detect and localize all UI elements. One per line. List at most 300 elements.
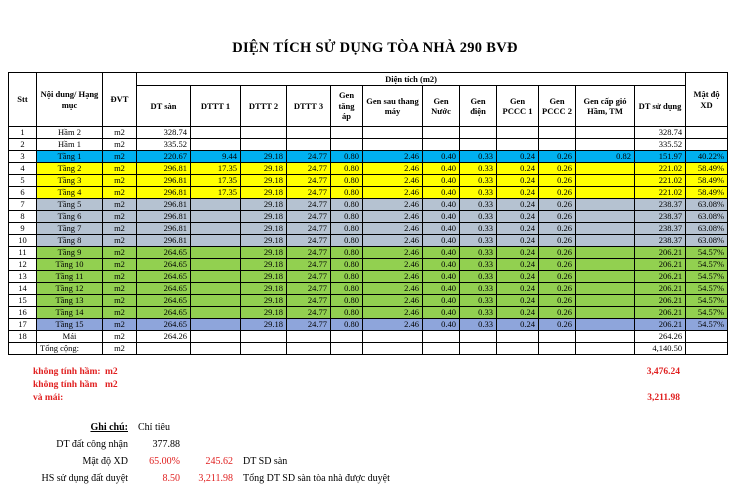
footer-label: HS sử dụng đất duyệt xyxy=(41,473,128,484)
cell-value-2: 29.18 xyxy=(241,235,287,247)
column-header-sub-7: Gen điện xyxy=(460,86,497,127)
cell-value-11: 238.37 xyxy=(635,223,686,235)
note-row-khong-tinh-ham-va-mai xyxy=(0,379,750,405)
cell-value-5: 2.46 xyxy=(363,259,423,271)
cell-value-9 xyxy=(539,139,576,151)
cell-value-10 xyxy=(576,343,635,355)
cell-name: Tầng 10 xyxy=(37,259,103,271)
note-value: 3,211.98 xyxy=(647,393,680,403)
table-row xyxy=(9,295,728,307)
cell-name: Hầm 1 xyxy=(37,139,103,151)
cell-value-1 xyxy=(191,283,241,295)
table-row xyxy=(9,211,728,223)
cell-value-11: 206.21 xyxy=(635,295,686,307)
cell-value-11: 264.26 xyxy=(635,331,686,343)
footer-line-mat-do xyxy=(0,453,750,470)
cell-value-1 xyxy=(191,307,241,319)
cell-value-7: 0.33 xyxy=(460,259,497,271)
cell-value-6: 0.40 xyxy=(423,271,460,283)
cell-stt: 13 xyxy=(9,271,37,283)
cell-value-7: 0.33 xyxy=(460,235,497,247)
note-unit: m2 xyxy=(105,367,118,377)
table-row xyxy=(9,271,728,283)
header-row-group xyxy=(9,73,728,86)
cell-value-0: 264.65 xyxy=(137,307,191,319)
cell-value-1: 17.35 xyxy=(191,187,241,199)
cell-value-0 xyxy=(137,343,191,355)
cell-name: Tầng 6 xyxy=(37,211,103,223)
cell-value-7 xyxy=(460,343,497,355)
table-row xyxy=(9,235,728,247)
cell-value-11: 238.37 xyxy=(635,199,686,211)
cell-value-3 xyxy=(287,331,331,343)
cell-value-8: 0.24 xyxy=(497,283,539,295)
column-header-dien-tich-group: Diện tích (m2) xyxy=(137,73,686,86)
cell-value-4: 0.80 xyxy=(331,307,363,319)
footer-line-hs-su-dung xyxy=(0,470,750,487)
table-row xyxy=(9,175,728,187)
cell-value-5 xyxy=(363,127,423,139)
cell-value-7: 0.33 xyxy=(460,307,497,319)
cell-unit: m2 xyxy=(103,187,137,199)
cell-stt: 5 xyxy=(9,175,37,187)
cell-value-8: 0.24 xyxy=(497,151,539,163)
cell-value-0: 264.65 xyxy=(137,247,191,259)
footer-value1: 65.00% xyxy=(149,456,180,467)
cell-unit: m2 xyxy=(103,151,137,163)
cell-value-11: 221.02 xyxy=(635,175,686,187)
cell-value-5: 2.46 xyxy=(363,199,423,211)
cell-name: Tầng 9 xyxy=(37,247,103,259)
cell-value-3 xyxy=(287,127,331,139)
cell-value-11: 221.02 xyxy=(635,163,686,175)
cell-value-0: 264.26 xyxy=(137,331,191,343)
note-label: không tính hầm và mái: xyxy=(33,380,98,403)
cell-value-8 xyxy=(497,127,539,139)
cell-mat-do: 54.57% xyxy=(686,271,728,283)
cell-value-0: 335.52 xyxy=(137,139,191,151)
cell-value-11: 151.97 xyxy=(635,151,686,163)
cell-value-9: 0.26 xyxy=(539,175,576,187)
cell-mat-do: 63.08% xyxy=(686,223,728,235)
cell-unit: m2 xyxy=(103,259,137,271)
cell-mat-do: 58.49% xyxy=(686,163,728,175)
cell-name: Mái xyxy=(37,331,103,343)
footer-line-dt-dat xyxy=(0,436,750,453)
cell-value-4: 0.80 xyxy=(331,223,363,235)
cell-mat-do: 58.49% xyxy=(686,187,728,199)
cell-value-1 xyxy=(191,223,241,235)
cell-value-10 xyxy=(576,235,635,247)
cell-stt: 18 xyxy=(9,331,37,343)
cell-value-4: 0.80 xyxy=(331,211,363,223)
cell-value-5 xyxy=(363,139,423,151)
cell-value-4 xyxy=(331,331,363,343)
cell-stt: 4 xyxy=(9,163,37,175)
cell-value-11: 4,140.50 xyxy=(635,343,686,355)
cell-value-3: 24.77 xyxy=(287,211,331,223)
cell-value-6 xyxy=(423,139,460,151)
cell-value-9: 0.26 xyxy=(539,235,576,247)
table-header xyxy=(9,73,728,127)
cell-name: Hầm 2 xyxy=(37,127,103,139)
cell-value-7: 0.33 xyxy=(460,247,497,259)
cell-value-9: 0.26 xyxy=(539,259,576,271)
cell-value-5: 2.46 xyxy=(363,175,423,187)
cell-value-10 xyxy=(576,139,635,151)
cell-value-10 xyxy=(576,283,635,295)
cell-name: Tầng 1 xyxy=(37,151,103,163)
cell-value-3: 24.77 xyxy=(287,187,331,199)
cell-unit: m2 xyxy=(103,343,137,355)
cell-name: Tầng 7 xyxy=(37,223,103,235)
cell-unit: m2 xyxy=(103,271,137,283)
cell-value-3: 24.77 xyxy=(287,259,331,271)
ghi-chu-row xyxy=(0,419,750,436)
cell-value-10 xyxy=(576,223,635,235)
cell-value-0: 296.81 xyxy=(137,199,191,211)
cell-value-1 xyxy=(191,271,241,283)
cell-value-8: 0.24 xyxy=(497,163,539,175)
cell-mat-do: 54.57% xyxy=(686,247,728,259)
cell-value-3: 24.77 xyxy=(287,283,331,295)
cell-value-2: 29.18 xyxy=(241,163,287,175)
cell-value-5: 2.46 xyxy=(363,247,423,259)
column-header-sub-10: Gen cấp gió Hầm, TM xyxy=(576,86,635,127)
cell-value-10 xyxy=(576,211,635,223)
cell-value-9: 0.26 xyxy=(539,187,576,199)
column-header-sub-6: Gen Nước xyxy=(423,86,460,127)
cell-unit: m2 xyxy=(103,223,137,235)
cell-value-7 xyxy=(460,331,497,343)
cell-value-9: 0.26 xyxy=(539,199,576,211)
cell-value-9: 0.26 xyxy=(539,319,576,331)
cell-name: Tầng 12 xyxy=(37,283,103,295)
cell-value-5: 2.46 xyxy=(363,283,423,295)
cell-value-2: 29.18 xyxy=(241,307,287,319)
cell-value-8 xyxy=(497,343,539,355)
cell-unit: m2 xyxy=(103,307,137,319)
cell-value-0: 264.65 xyxy=(137,319,191,331)
cell-value-0: 296.81 xyxy=(137,187,191,199)
cell-value-2: 29.18 xyxy=(241,259,287,271)
cell-value-0: 328.74 xyxy=(137,127,191,139)
cell-value-3 xyxy=(287,139,331,151)
cell-value-5: 2.46 xyxy=(363,163,423,175)
cell-value-2: 29.18 xyxy=(241,175,287,187)
footer-label: Mật độ XD xyxy=(82,456,128,467)
cell-mat-do: 63.08% xyxy=(686,199,728,211)
table-row xyxy=(9,151,728,163)
cell-value-3: 24.77 xyxy=(287,235,331,247)
cell-name: Tầng 2 xyxy=(37,163,103,175)
cell-value-4: 0.80 xyxy=(331,271,363,283)
cell-value-1: 17.35 xyxy=(191,175,241,187)
cell-value-6: 0.40 xyxy=(423,211,460,223)
cell-value-5: 2.46 xyxy=(363,187,423,199)
cell-stt: 9 xyxy=(9,223,37,235)
column-header-sub-5: Gen sau thang máy xyxy=(363,86,423,127)
cell-value-11: 206.21 xyxy=(635,247,686,259)
cell-value-5: 2.46 xyxy=(363,307,423,319)
cell-value-11: 238.37 xyxy=(635,211,686,223)
cell-stt: 6 xyxy=(9,187,37,199)
cell-value-10 xyxy=(576,331,635,343)
cell-value-3: 24.77 xyxy=(287,199,331,211)
cell-value-2: 29.18 xyxy=(241,223,287,235)
cell-name: Tầng 14 xyxy=(37,307,103,319)
cell-value-7: 0.33 xyxy=(460,187,497,199)
cell-value-5: 2.46 xyxy=(363,211,423,223)
cell-value-2: 29.18 xyxy=(241,271,287,283)
table-row xyxy=(9,163,728,175)
cell-value-9 xyxy=(539,331,576,343)
cell-value-1 xyxy=(191,295,241,307)
cell-value-4: 0.80 xyxy=(331,283,363,295)
cell-value-3: 24.77 xyxy=(287,271,331,283)
cell-value-6: 0.40 xyxy=(423,307,460,319)
cell-stt: 16 xyxy=(9,307,37,319)
cell-value-6: 0.40 xyxy=(423,259,460,271)
cell-value-4: 0.80 xyxy=(331,295,363,307)
column-header-stt: Stt xyxy=(9,73,37,127)
cell-value-3: 24.77 xyxy=(287,319,331,331)
cell-value-9: 0.26 xyxy=(539,223,576,235)
cell-unit: m2 xyxy=(103,211,137,223)
cell-stt: 8 xyxy=(9,211,37,223)
table-row xyxy=(9,259,728,271)
cell-unit: m2 xyxy=(103,283,137,295)
cell-value-1 xyxy=(191,259,241,271)
cell-unit: m2 xyxy=(103,235,137,247)
cell-value-5 xyxy=(363,343,423,355)
cell-value-11: 328.74 xyxy=(635,127,686,139)
cell-value-4: 0.80 xyxy=(331,163,363,175)
cell-value-7: 0.33 xyxy=(460,175,497,187)
cell-name: Tầng 15 xyxy=(37,319,103,331)
cell-value-4: 0.80 xyxy=(331,235,363,247)
footer-value1: 8.50 xyxy=(162,473,180,484)
column-header-mat-do: Mật độ XD xyxy=(686,73,728,127)
cell-stt: 12 xyxy=(9,259,37,271)
cell-value-8 xyxy=(497,331,539,343)
cell-stt: 2 xyxy=(9,139,37,151)
column-header-noi-dung: Nội dung/ Hạng mục xyxy=(37,73,103,127)
footer-desc: DT SD sàn xyxy=(243,456,288,467)
column-header-sub-8: Gen PCCC 1 xyxy=(497,86,539,127)
footer-value2: 245.62 xyxy=(205,456,233,467)
cell-value-6: 0.40 xyxy=(423,235,460,247)
column-header-sub-1: DTTT 1 xyxy=(191,86,241,127)
cell-value-6: 0.40 xyxy=(423,187,460,199)
cell-value-2: 29.18 xyxy=(241,247,287,259)
cell-value-6: 0.40 xyxy=(423,319,460,331)
footer-value2: 3,211.98 xyxy=(198,473,233,484)
cell-mat-do: 63.08% xyxy=(686,235,728,247)
table-row xyxy=(9,319,728,331)
cell-name: Tầng 4 xyxy=(37,187,103,199)
cell-value-2: 29.18 xyxy=(241,199,287,211)
area-table xyxy=(8,72,728,355)
cell-value-7 xyxy=(460,139,497,151)
cell-value-0: 296.81 xyxy=(137,163,191,175)
cell-value-2: 29.18 xyxy=(241,211,287,223)
table-row xyxy=(9,139,728,151)
cell-value-0: 296.81 xyxy=(137,175,191,187)
cell-value-8: 0.24 xyxy=(497,295,539,307)
cell-value-11: 206.21 xyxy=(635,283,686,295)
cell-value-6: 0.40 xyxy=(423,247,460,259)
cell-value-9: 0.26 xyxy=(539,163,576,175)
cell-value-2: 29.18 xyxy=(241,319,287,331)
cell-value-4: 0.80 xyxy=(331,199,363,211)
cell-value-10 xyxy=(576,199,635,211)
red-notes-section xyxy=(0,366,750,405)
cell-value-9: 0.26 xyxy=(539,307,576,319)
note-unit: m2 xyxy=(105,380,118,390)
table-row xyxy=(9,343,728,355)
table-body xyxy=(9,127,728,355)
cell-value-2: 29.18 xyxy=(241,283,287,295)
footer-value2 xyxy=(180,436,233,453)
cell-value-8: 0.24 xyxy=(497,259,539,271)
cell-mat-do: 54.57% xyxy=(686,307,728,319)
cell-value-6: 0.40 xyxy=(423,223,460,235)
footer-value1: 377.88 xyxy=(152,439,180,450)
table-row xyxy=(9,127,728,139)
column-header-sub-4: Gen tăng áp xyxy=(331,86,363,127)
cell-unit: m2 xyxy=(103,163,137,175)
cell-value-8: 0.24 xyxy=(497,271,539,283)
cell-value-2: 29.18 xyxy=(241,295,287,307)
cell-stt: 17 xyxy=(9,319,37,331)
cell-value-10: 0.82 xyxy=(576,151,635,163)
cell-value-4: 0.80 xyxy=(331,175,363,187)
cell-value-1: 17.35 xyxy=(191,163,241,175)
cell-unit: m2 xyxy=(103,331,137,343)
cell-value-5: 2.46 xyxy=(363,223,423,235)
cell-value-10 xyxy=(576,187,635,199)
table-row xyxy=(9,187,728,199)
cell-name: Tầng 11 xyxy=(37,271,103,283)
cell-value-3: 24.77 xyxy=(287,307,331,319)
cell-value-1 xyxy=(191,235,241,247)
cell-value-10 xyxy=(576,319,635,331)
cell-value-11: 221.02 xyxy=(635,187,686,199)
column-header-sub-11: DT sử dụng xyxy=(635,86,686,127)
cell-value-0: 296.81 xyxy=(137,223,191,235)
cell-value-10 xyxy=(576,307,635,319)
cell-value-4: 0.80 xyxy=(331,247,363,259)
cell-value-7: 0.33 xyxy=(460,163,497,175)
cell-value-7 xyxy=(460,127,497,139)
cell-mat-do: 63.08% xyxy=(686,211,728,223)
cell-value-0: 296.81 xyxy=(137,235,191,247)
cell-mat-do xyxy=(686,331,728,343)
cell-name: Tầng 5 xyxy=(37,199,103,211)
cell-mat-do xyxy=(686,343,728,355)
column-header-sub-0: DT sàn xyxy=(137,86,191,127)
cell-value-10 xyxy=(576,175,635,187)
cell-unit: m2 xyxy=(103,175,137,187)
cell-value-11: 206.21 xyxy=(635,271,686,283)
cell-value-7: 0.33 xyxy=(460,295,497,307)
cell-mat-do: 40.22% xyxy=(686,151,728,163)
cell-value-2: 29.18 xyxy=(241,187,287,199)
cell-value-1 xyxy=(191,211,241,223)
footer-label: DT đất công nhận xyxy=(56,439,128,450)
cell-value-7: 0.33 xyxy=(460,319,497,331)
cell-value-9: 0.26 xyxy=(539,271,576,283)
cell-value-0: 296.81 xyxy=(137,211,191,223)
column-header-sub-2: DTTT 2 xyxy=(241,86,287,127)
cell-stt xyxy=(9,343,37,355)
cell-value-1 xyxy=(191,343,241,355)
cell-unit: m2 xyxy=(103,127,137,139)
cell-value-9 xyxy=(539,127,576,139)
cell-value-1 xyxy=(191,199,241,211)
cell-mat-do: 54.57% xyxy=(686,283,728,295)
cell-name: Tầng 8 xyxy=(37,235,103,247)
cell-stt: 3 xyxy=(9,151,37,163)
cell-value-6: 0.40 xyxy=(423,163,460,175)
cell-value-2 xyxy=(241,331,287,343)
cell-value-8: 0.24 xyxy=(497,247,539,259)
cell-value-5 xyxy=(363,331,423,343)
cell-value-10 xyxy=(576,127,635,139)
cell-value-2 xyxy=(241,343,287,355)
cell-mat-do: 54.57% xyxy=(686,259,728,271)
cell-value-2 xyxy=(241,127,287,139)
cell-value-6: 0.40 xyxy=(423,295,460,307)
cell-value-0: 264.65 xyxy=(137,295,191,307)
cell-value-10 xyxy=(576,247,635,259)
cell-stt: 11 xyxy=(9,247,37,259)
cell-name: Tổng cộng: xyxy=(37,343,103,355)
cell-value-0: 264.65 xyxy=(137,259,191,271)
cell-value-7: 0.33 xyxy=(460,151,497,163)
cell-value-6: 0.40 xyxy=(423,199,460,211)
cell-mat-do: 54.57% xyxy=(686,319,728,331)
cell-value-8: 0.24 xyxy=(497,235,539,247)
cell-value-7: 0.33 xyxy=(460,283,497,295)
cell-value-3: 24.77 xyxy=(287,223,331,235)
cell-value-6 xyxy=(423,127,460,139)
cell-value-3: 24.77 xyxy=(287,295,331,307)
cell-value-9: 0.26 xyxy=(539,211,576,223)
cell-value-9: 0.26 xyxy=(539,283,576,295)
cell-value-7: 0.33 xyxy=(460,211,497,223)
cell-value-10 xyxy=(576,259,635,271)
cell-value-5: 2.46 xyxy=(363,295,423,307)
cell-name: Tầng 3 xyxy=(37,175,103,187)
note-value: 3,476.24 xyxy=(646,367,680,377)
cell-value-6: 0.40 xyxy=(423,175,460,187)
cell-stt: 14 xyxy=(9,283,37,295)
cell-value-3: 24.77 xyxy=(287,175,331,187)
note-label: không tính hầm: xyxy=(33,367,101,377)
column-header-sub-9: Gen PCCC 2 xyxy=(539,86,576,127)
cell-value-8: 0.24 xyxy=(497,223,539,235)
cell-value-8: 0.24 xyxy=(497,307,539,319)
cell-unit: m2 xyxy=(103,319,137,331)
cell-value-1 xyxy=(191,139,241,151)
cell-value-5: 2.46 xyxy=(363,271,423,283)
table-row xyxy=(9,331,728,343)
cell-value-0: 264.65 xyxy=(137,271,191,283)
cell-stt: 10 xyxy=(9,235,37,247)
table-row xyxy=(9,199,728,211)
